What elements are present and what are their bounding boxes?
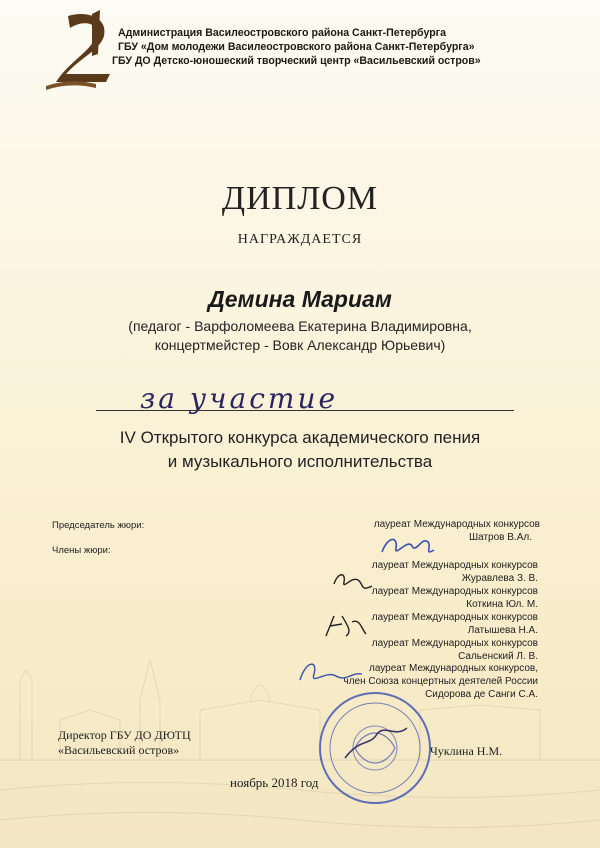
- signature-member-4-icon: [296, 658, 366, 688]
- director-title-line-1: Директор ГБУ ДО ДЮТЦ: [58, 728, 191, 742]
- jury-last-title-1: лауреат Международных конкурсов,: [369, 663, 538, 674]
- awarded-label: НАГРАЖДАЕТСЯ: [237, 232, 363, 247]
- contest-line-1: IV Открытого конкурса академического пения: [119, 428, 481, 447]
- accompanist-line: концертмейстер - Вовк Александр Юрьевич): [154, 337, 446, 353]
- jury-last-title-2: член Союза концертных деятелей России: [343, 676, 538, 687]
- signature-member-1-icon: [330, 566, 376, 596]
- jury-chair-title: лауреат Международных конкурсов: [373, 519, 540, 530]
- director-title-line-2: «Васильевский остров»: [58, 743, 180, 757]
- jury-member-3-name: Латышева Н.А.: [467, 625, 538, 636]
- signature-chair-icon: [378, 532, 438, 562]
- jury-last-name: Сидорова де Санги С.А.: [425, 689, 538, 700]
- jury-chair-label: Председатель жюри:: [52, 520, 145, 531]
- header-line-2: ГБУ «Дом молодежи Василеостровского района Санкт-Петербурга»: [118, 41, 475, 53]
- jury-member-2-name: Коткина Юл. М.: [466, 599, 538, 610]
- header-line-1: Администрация Василеостровского района Санкт-Петербурга: [118, 27, 446, 39]
- jury-member-4-title: лауреат Международных конкурсов: [371, 638, 538, 649]
- diploma-title: ДИПЛОМ: [221, 180, 379, 217]
- recipient-name: Демина Мариам: [208, 286, 392, 312]
- director-name: Чуклина Н.М.: [430, 744, 503, 758]
- jury-members-label: Члены жюри:: [52, 545, 111, 556]
- header-line-3: ГБУ ДО Детско-юношеский творческий центр «Васильевский остров»: [112, 55, 481, 67]
- organization-logo-icon: [40, 10, 130, 90]
- jury-member-4-name: Сальенский Л. В.: [458, 651, 538, 662]
- jury-member-2-title: лауреат Международных конкурсов: [371, 586, 538, 597]
- jury-member-1-title: лауреат Международных конкурсов: [371, 560, 538, 571]
- reason-underline: [96, 410, 514, 411]
- issue-date: ноябрь 2018 год: [230, 775, 319, 790]
- jury-member-3-title: лауреат Международных конкурсов: [371, 612, 538, 623]
- official-stamp-icon: [315, 688, 435, 808]
- jury-chair-name: Шатров В.Ал.: [468, 532, 532, 543]
- teacher-line: (педагог - Варфоломеева Екатерина Владимировна,: [128, 318, 472, 334]
- jury-member-1-name: Журавлева З. В.: [461, 573, 538, 584]
- contest-line-2: и музыкального исполнительства: [167, 452, 433, 471]
- reason-handwritten: за участие: [140, 382, 339, 415]
- signature-member-3-icon: [322, 612, 370, 642]
